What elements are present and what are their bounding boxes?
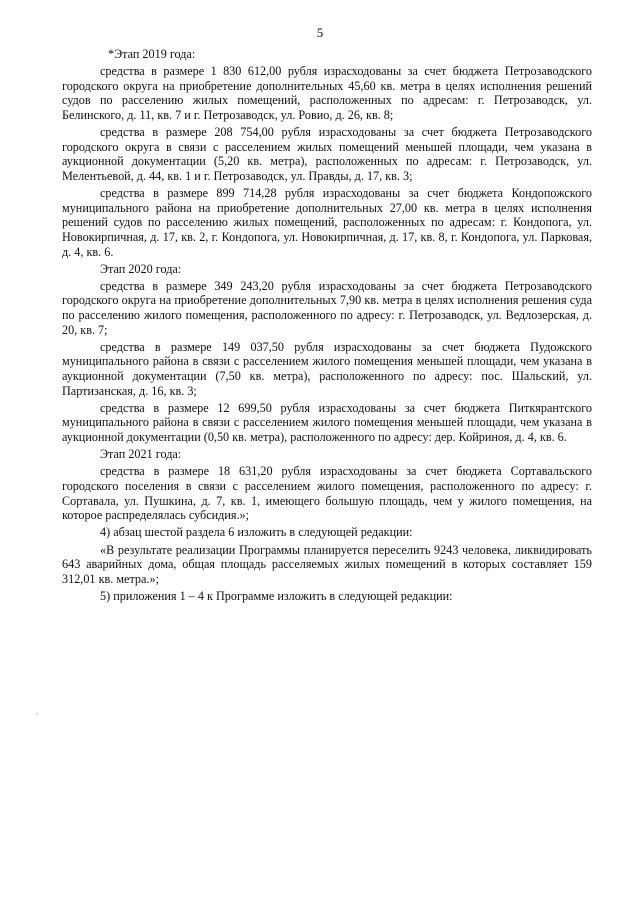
amendment-item-5: 5) приложения 1 – 4 к Программе изложить в следующей редакции: (100, 588, 453, 603)
scan-speck (36, 713, 38, 715)
paragraph: средства в размере 18 631,20 рубля израсходованы за счет бюджета Сортавальского городского поселения в связи с расселением жилого помещения, расположенного по адресу: г. Сортавала, ул. Пушкина, д. 7, кв. 1, имеющего большую площадь, чем у жилого помещения, на которое распределялась субсидия.»; (62, 464, 592, 523)
paragraph: средства в размере 12 699,50 рубля израсходованы за счет бюджета Питкярантского муниципального района в связи с расселением жилого помещения меньшей площади, чем указана в аукционной документации (0,50 кв. метра), расположенного по адресу: дер. Койриноя, д. 4, кв. 6. (62, 400, 592, 444)
paragraph: средства в размере 149 037,50 рубля израсходованы за счет бюджета Пудожского муниципального района в связи с расселением жилого помещения меньшей площади, чем указана в аукционной документации (7,50 кв. метра), расположенного по адресу: пос. Шальский, ул. Партизанская, д. 16, кв. 3; (62, 339, 592, 398)
amendment-item-4: 4) абзац шестой раздела 6 изложить в следующей редакции: (100, 525, 413, 540)
paragraph: средства в размере 1 830 612,00 рубля израсходованы за счет бюджета Петрозаводского городского округа на приобретение дополнительных 45,60 кв. метра в целях исполнения решений судов по расселению жилых помещений, расположенных по адресам: г. Петрозаводск, ул. Белинского, д. 11, кв. 7 и г. Петрозаводск, ул. Ровио, д. 26, кв. 8; (62, 64, 592, 122)
stage-2020-heading: Этап 2020 года: (100, 261, 182, 276)
document-body (62, 47, 592, 606)
paragraph: средства в размере 899 714,28 рубля израсходованы за счет бюджета Кондопожского муниципального района на приобретение дополнительных 27,00 кв. метра в целях исполнения решений судов по расселению жилых помещений, расположенных по адресам: г. Кондопога, ул. Новокирпичная, д. 17, кв. 2, г. Кондопога, ул. Новокирпичная, д. 17, кв. 8, г. Кондопога, ул. Парковая, д. 4, кв. 6. (62, 186, 592, 259)
paragraph: средства в размере 208 754,00 рубля израсходованы за счет бюджета Петрозаводского городского округа в связи с расселением жилых помещений меньшей площади, чем указана в аукционной документации (5,20 кв. метра), расположенных по адресам: г. Петрозаводск, ул. Мелентьевой, д. 44, кв. 1 и г. Петрозаводск, ул. Правды, д. 17, кв. 3; (62, 125, 592, 183)
page-number: 5 (316, 25, 324, 40)
paragraph: средства в размере 349 243,20 рубля израсходованы за счет бюджета Петрозаводского городского округа на приобретение дополнительных 7,90 кв. метра в целях исполнения решения суда по расселению жилого помещения, расположенного по адресу: г. Петрозаводск, ул. Ведлозерская, д. 20, кв. 7; (62, 278, 592, 337)
stage-2021-heading: Этап 2021 года: (100, 447, 182, 462)
quoted-paragraph: «В результате реализации Программы планируется переселить 9243 человека, ликвидировать 643 аварийных дома, общая площадь расселяемых жилых помещений в которых составляет 159 312,01 кв. метра.»; (62, 542, 592, 586)
stage-2019-heading: *Этап 2019 года: (108, 47, 196, 61)
